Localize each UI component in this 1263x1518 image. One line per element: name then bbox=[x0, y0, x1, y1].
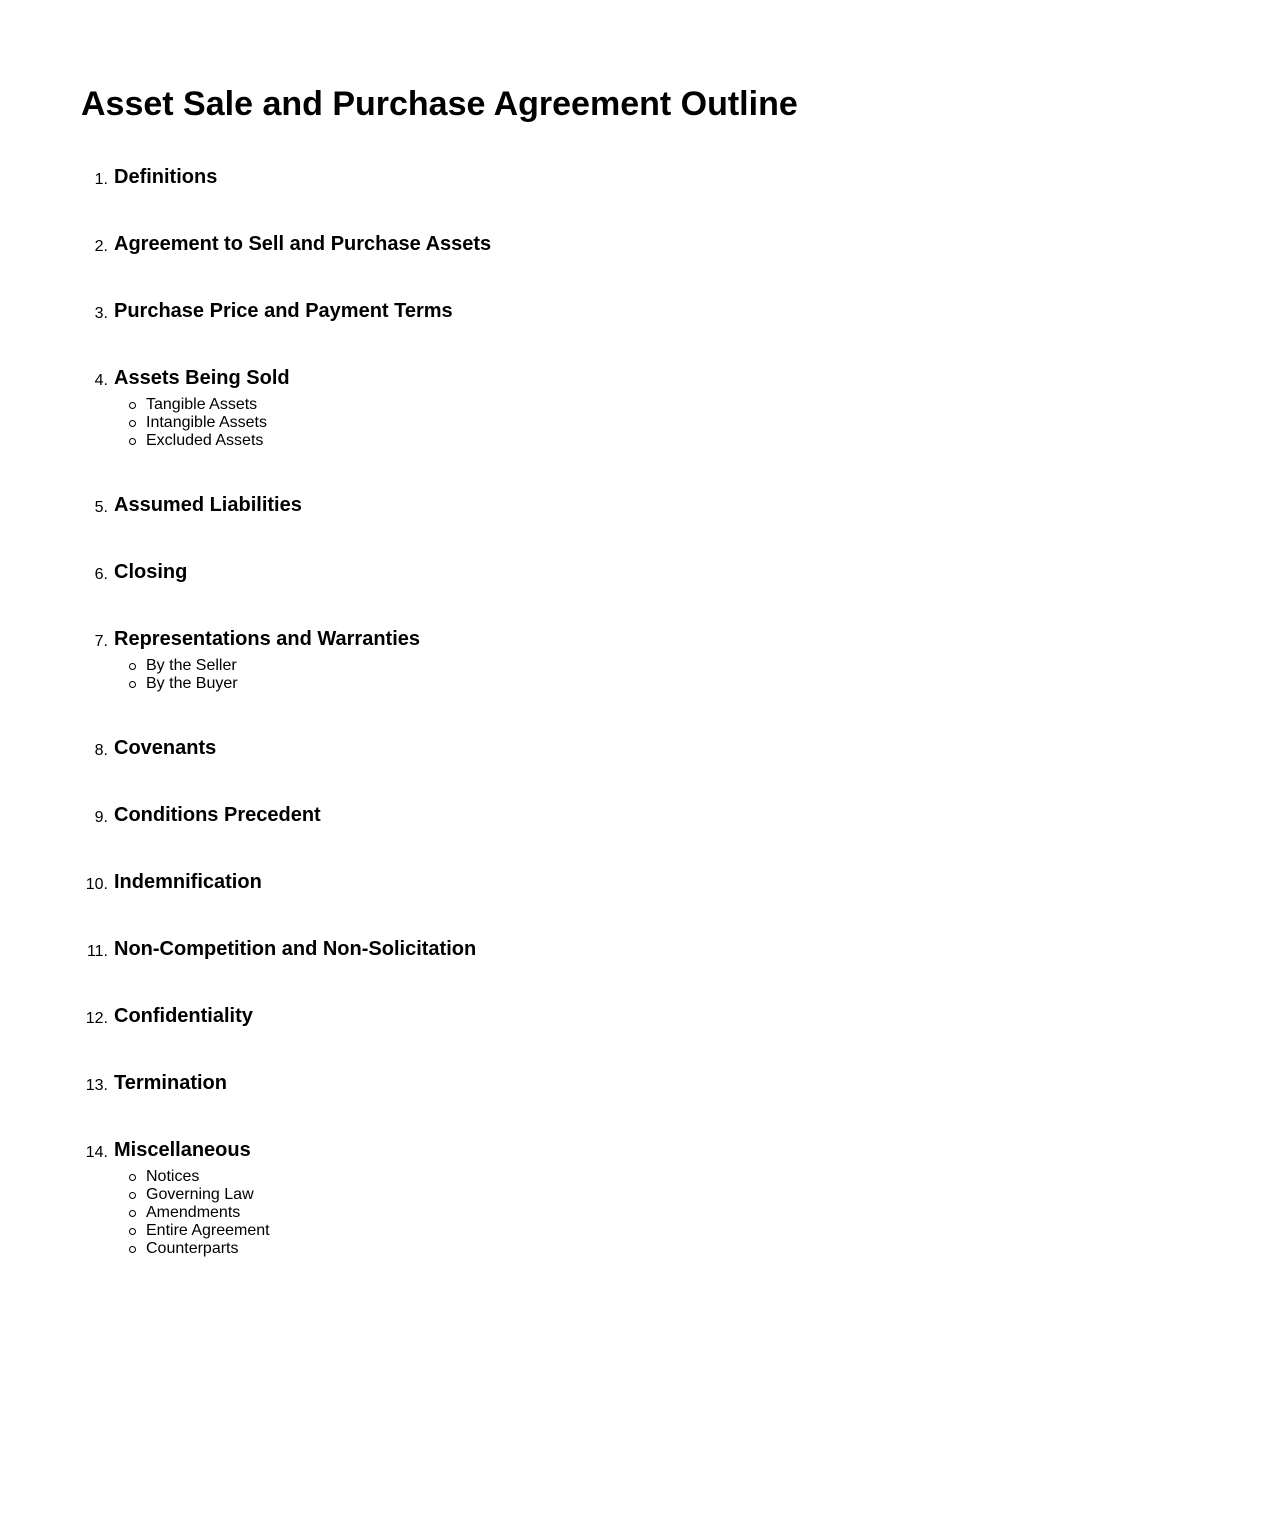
section-item bbox=[81, 1139, 1181, 1258]
section-heading: Representations and Warranties bbox=[114, 628, 421, 650]
subsection-item bbox=[146, 1168, 1181, 1186]
circle-bullet-icon bbox=[129, 420, 136, 427]
section-number: 3. bbox=[94, 305, 108, 322]
subsection-item bbox=[146, 1186, 1181, 1204]
subsection-item bbox=[146, 1204, 1181, 1222]
document bbox=[81, 84, 1181, 1302]
subsection-label: Entire Agreement bbox=[146, 1222, 270, 1239]
section-item bbox=[81, 938, 1181, 961]
section-number: 8. bbox=[94, 742, 108, 759]
section-item bbox=[81, 166, 1181, 189]
section-number: 4. bbox=[94, 372, 108, 389]
section-item bbox=[81, 871, 1181, 894]
section-number: 14. bbox=[85, 1144, 108, 1161]
section-number: 13. bbox=[85, 1077, 108, 1094]
section-heading: Definitions bbox=[114, 166, 218, 188]
subsection-label: Governing Law bbox=[146, 1186, 254, 1203]
section-heading: Assets Being Sold bbox=[114, 367, 290, 389]
section-heading: Confidentiality bbox=[114, 1005, 253, 1027]
section-heading: Indemnification bbox=[114, 871, 262, 893]
subsection-label: Intangible Assets bbox=[146, 414, 267, 431]
section-number: 2. bbox=[94, 238, 108, 255]
subsection-list bbox=[114, 1168, 1181, 1258]
subsection-label: Counterparts bbox=[146, 1240, 239, 1257]
circle-bullet-icon bbox=[129, 402, 136, 409]
section-heading: Assumed Liabilities bbox=[114, 494, 302, 516]
subsection-list bbox=[114, 657, 1181, 693]
subsection-label: Tangible Assets bbox=[146, 396, 258, 413]
section-item bbox=[81, 628, 1181, 693]
subsection-item bbox=[146, 396, 1181, 414]
subsection-item bbox=[146, 432, 1181, 450]
section-heading: Non-Competition and Non-Solicitation bbox=[114, 938, 477, 960]
section-heading: Agreement to Sell and Purchase Assets bbox=[114, 233, 492, 255]
subsection-item bbox=[146, 675, 1181, 693]
section-number: 7. bbox=[94, 633, 108, 650]
section-heading: Closing bbox=[114, 561, 188, 583]
circle-bullet-icon bbox=[129, 438, 136, 445]
section-number: 1. bbox=[94, 171, 108, 188]
section-list bbox=[81, 166, 1181, 1258]
section-item bbox=[81, 804, 1181, 827]
subsection-label: Amendments bbox=[146, 1204, 241, 1221]
circle-bullet-icon bbox=[129, 1192, 136, 1199]
section-number: 6. bbox=[94, 566, 108, 583]
section-item bbox=[81, 300, 1181, 323]
section-heading: Conditions Precedent bbox=[114, 804, 321, 826]
section-number: 10. bbox=[85, 876, 108, 893]
circle-bullet-icon bbox=[129, 1210, 136, 1217]
circle-bullet-icon bbox=[129, 1228, 136, 1235]
circle-bullet-icon bbox=[129, 663, 136, 670]
subsection-label: By the Seller bbox=[146, 657, 237, 674]
section-item bbox=[81, 1072, 1181, 1095]
section-number: 5. bbox=[94, 499, 108, 516]
circle-bullet-icon bbox=[129, 681, 136, 688]
circle-bullet-icon bbox=[129, 1246, 136, 1253]
section-heading: Purchase Price and Payment Terms bbox=[114, 300, 453, 322]
subsection-list bbox=[114, 396, 1181, 450]
section-heading: Covenants bbox=[114, 737, 217, 759]
subsection-label: Notices bbox=[146, 1168, 200, 1185]
section-item bbox=[81, 1005, 1181, 1028]
subsection-label: Excluded Assets bbox=[146, 432, 264, 449]
subsection-item bbox=[146, 1240, 1181, 1258]
subsection-item bbox=[146, 414, 1181, 432]
section-number: 9. bbox=[94, 809, 108, 826]
section-item bbox=[81, 561, 1181, 584]
section-item bbox=[81, 494, 1181, 517]
section-item bbox=[81, 367, 1181, 450]
subsection-label: By the Buyer bbox=[146, 675, 238, 692]
page-title: Asset Sale and Purchase Agreement Outline bbox=[81, 85, 798, 123]
section-number: 12. bbox=[85, 1010, 108, 1027]
circle-bullet-icon bbox=[129, 1174, 136, 1181]
section-heading: Miscellaneous bbox=[114, 1139, 251, 1161]
section-item bbox=[81, 737, 1181, 760]
section-heading: Termination bbox=[114, 1072, 227, 1094]
subsection-item bbox=[146, 657, 1181, 675]
subsection-item bbox=[146, 1222, 1181, 1240]
section-item bbox=[81, 233, 1181, 256]
section-number: 11. bbox=[86, 943, 108, 960]
